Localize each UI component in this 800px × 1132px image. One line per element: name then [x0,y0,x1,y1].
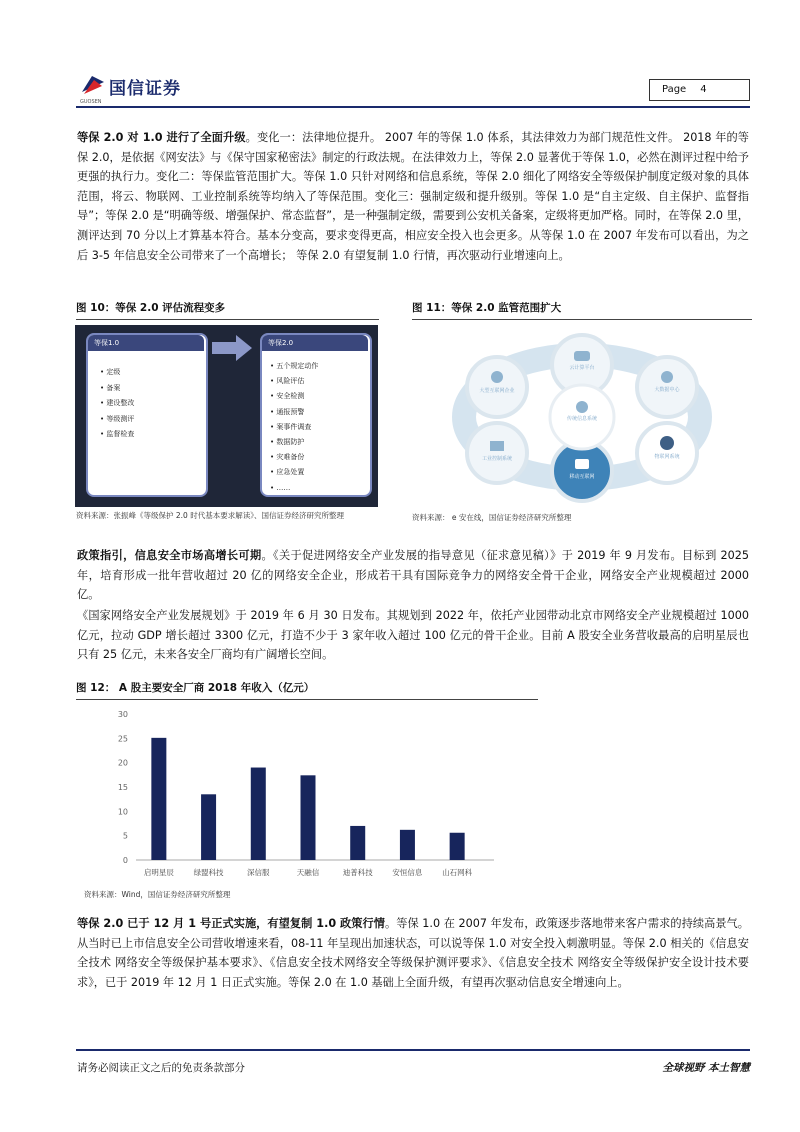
bar [400,830,415,860]
footer-slogan: 全球视野 本土智慧 [662,1062,750,1074]
paragraph-3 [77,606,749,665]
paragraph-4 [77,914,749,992]
y-tick-label: 20 [117,758,128,768]
paragraph-1 [77,128,749,265]
y-tick-label: 25 [117,734,128,744]
figure-11-title: 图 11：等保 2.0 监管范围扩大 [412,300,752,320]
figure-10-title: 图 10：等保 2.0 评估流程变多 [76,300,379,320]
dengbao-2-list [270,359,318,496]
paragraph-3-body: 《国家网络安全产业发展规划》于 2019 年 6 月 30 日发布。其规划到 2022 年，依托产业园带动北京市网络安全产业规模超过 1000 亿元，拉动 GDP 增长超过 3300 亿元，打造不少于 3 家年收入超过 100 亿元的骨干企业。目前 A 股安全业务营收最高的启明星辰也只有 25 亿元，未来各安全厂商均有广阔增长空间。 [77,609,749,662]
x-tick-label: 山石网科 [442,868,473,877]
y-tick-label: 0 [122,856,128,865]
factory-icon [490,441,504,451]
dengbao-1-header: 等保1.0 [88,335,204,351]
node-label-mobile: 移动互联网 [569,474,595,480]
bar [251,768,266,860]
bar [450,833,465,860]
node-label-iot: 物联网系统 [654,454,680,460]
brand-name: 国信证券 [109,79,181,99]
x-tick-label: 安恒信息 [392,868,423,877]
mobile-icon [575,459,589,469]
node-label-cloud: 云计算平台 [569,365,595,371]
header-rule [76,106,750,108]
atom-icon [576,401,588,413]
y-tick-label: 5 [122,831,128,841]
list-item: • 灾难备份 [270,453,305,462]
arrow-right-icon [212,335,252,361]
paragraph-1-body: 。变化一：法律地位提升。 2007 年的等保 1.0 体系，其法律效力为部门规范性文件。 2018 年的等保 2.0，是依据《网安法》与《保守国家秘密法》制定的行政法规。在法律效力上，等保 2.0 显著优于等保 1.0，必然在测评过程中给予更强的执行力。变化二：等保监管范围扩大。等保 1.0 只针对网络和信息系统，等保 2.0 细化了网络安全等级保护制度定级对象的具体范围，将云、物联网、工业控制系统等均纳入了等保范围。变化三：强制定级和提升级别。等保 1.0 是“自主定级、自主保护、监督指导”；等保 2.0 是“明确等级、增强保护、常态监督”，是一种强制定级，需要到公安机关备案，定级将更加严格。同时，在等保 2.0 里，测评达到 70 分以上才算基本符合。基本分变高，要求变得更高，相应安全投入也会更多。从等保 1.0 在 2007 年发布可以看出，为之后 3-5 年信息安全公司带来了一个高增长； 等保 2.0 有望复制 1.0 行情，再次驱动行业增速向上。 [77,131,749,262]
list-item: • 案事件调查 [270,422,312,431]
node-label-internet-enterprise: 大型互联网企业 [479,388,515,394]
paragraph-2 [77,546,749,605]
brand-sub: GUOSEN [80,99,102,105]
bar [350,826,365,860]
node-label-bigdata: 大数据中心 [654,387,680,393]
cloud-icon [574,351,590,361]
bar [301,775,316,860]
building-icon [491,371,503,383]
x-tick-label: 迪普科技 [342,868,373,877]
center-label: 传统信息系统 [566,416,597,422]
paragraph-2-lead: 政策指引，信息安全市场高增长可期 [77,549,262,562]
figure-12-title: 图 12： A 股主要安全厂商 2018 年收入（亿元） [76,680,538,700]
list-item: • 监督检查 [100,430,135,438]
paragraph-4-body: 。等保 1.0 在 2007 年发布，政策逐步落地带来客户需求的持续高景气。从当时已上市信息安全公司营收增速来看，08-11 年呈现出加速状态，可以说等保 1.0 对安全投入刺激明显。等保 2.0 相关的《信息安全技术 网络安全等级保护基本要求》、《信息安全技术网络安全等级保护测评要求》、《信息安全技术 网络安全等级保护安全设计技术要求》，已于 2019 年 12 月 1 日正式实施。等保 2.0 在 1.0 基础上全面升级，有望再次驱动信息安全增速向上。 [77,917,749,989]
y-tick-label: 15 [117,783,128,792]
dengbao-2-box [260,333,372,497]
bar [151,738,166,860]
list-item: • 备案 [100,383,121,392]
list-item: • 五个规定动作 [270,362,319,370]
page-label: Page [662,84,687,95]
footer-rule [76,1049,750,1051]
list-item: • 数据防护 [270,438,305,447]
page-number: 4 [700,84,707,95]
x-tick-label: 天融信 [296,868,320,877]
figure-12-source: 资料来源：Wind，国信证券经济研究所整理 [84,890,231,899]
paragraph-1-lead: 等保 2.0 对 1.0 进行了全面升级 [77,131,246,144]
y-tick-label: 30 [117,710,128,719]
list-item: • 通报预警 [270,407,305,416]
list-item: • 安全检测 [270,392,305,401]
figure-10 [75,325,378,507]
figure-10-source: 资料来源：张振峰《等级保护 2.0 时代基本要求解读》、国信证券经济研究所整理 [76,511,344,520]
database-icon [661,371,673,383]
x-tick-label: 深信服 [247,868,270,877]
page-indicator [649,79,750,101]
dengbao-2-header: 等保2.0 [262,335,368,351]
paragraph-4-lead: 等保 2.0 已于 12 月 1 号正式实施，有望复制 1.0 政策行情 [77,917,385,930]
brand-logo-icon [80,72,106,98]
list-item: • 定级 [100,368,121,376]
list-item: • …… [270,483,291,492]
dengbao-1-box [86,333,208,497]
revenue-bar-chart [76,700,538,886]
figure-11-source: 资料来源： e 安在线，国信证券经济研究所整理 [412,513,572,522]
figure-11 [412,325,752,507]
globe-icon [660,436,674,450]
dengbao-1-list [100,365,134,443]
y-tick-label: 10 [117,807,128,817]
node-label-industrial: 工业控制系统 [481,456,512,462]
node-industrial [467,423,527,483]
list-item: • 风险评估 [270,377,305,386]
paragraph-2-body: 。《关于促进网络安全产业发展的指导意见（征求意见稿）》于 2019 年 9 月发布。目标到 2025 年，培育形成一批年营收超过 20 亿的网络安全企业，形成若干具有国际竞争力的网络安全骨干企业，网络安全产业规模超过 2000 亿。 [77,549,749,602]
list-item: • 应急处置 [270,468,305,477]
x-tick-label: 启明星辰 [143,868,174,877]
footer-disclaimer: 请务必阅读正文之后的免责条款部分 [77,1062,245,1074]
list-item: • 建设整改 [100,399,135,407]
bar [201,794,216,860]
list-item: • 等级测评 [100,414,135,423]
x-tick-label: 绿盟科技 [193,868,224,877]
